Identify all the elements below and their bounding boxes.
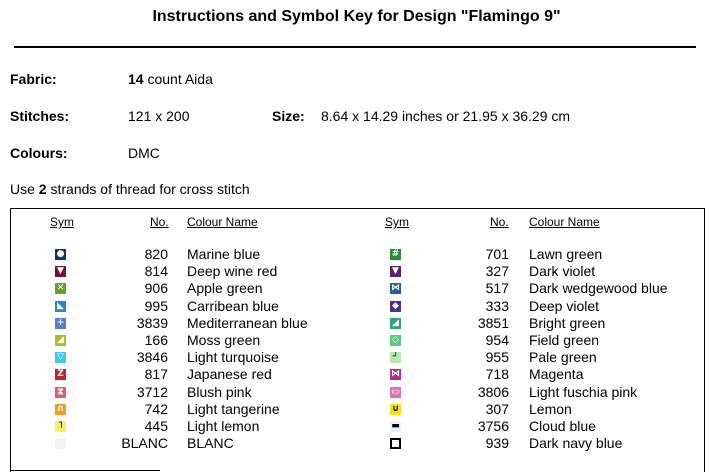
square-outline-icon xyxy=(390,438,401,449)
diamond-icon: ◆ xyxy=(390,301,401,312)
size-value: 8.64 x 14.29 inches or 21.95 x 36.29 cm xyxy=(321,108,571,124)
arch-icon: ∩ xyxy=(56,403,65,414)
fabric-label: Fabric: xyxy=(10,71,57,87)
size-label: Size: xyxy=(272,108,305,124)
colour-name: Magenta xyxy=(529,366,584,383)
colour-name: Dark violet xyxy=(529,263,596,280)
header-name-right: Colour Name xyxy=(529,215,600,229)
header-no-left: No. xyxy=(150,215,169,229)
colour-name: Mediterranean blue xyxy=(187,314,308,331)
z-icon: Z xyxy=(55,369,66,380)
colour-name: Light tangerine xyxy=(187,400,280,417)
header-no-right: No. xyxy=(490,215,509,229)
colour-number: 3806 xyxy=(477,383,509,400)
colour-name: Marine blue xyxy=(187,246,261,262)
colour-number: 3846 xyxy=(136,349,168,366)
bar-icon: ▬ xyxy=(391,421,400,431)
colour-name: Lemon xyxy=(529,400,572,417)
strands-instruction: Use 2 strands of thread for cross stitch xyxy=(10,181,250,197)
colour-number: 906 xyxy=(144,280,168,297)
triangle-down-icon: ▼ xyxy=(55,266,66,277)
colour-number: 954 xyxy=(485,332,509,348)
colour-name: Japanese red xyxy=(187,366,272,383)
corner-icon: ˥ xyxy=(55,421,66,432)
document-title: Instructions and Symbol Key for Design "Flamingo 9" xyxy=(152,8,561,25)
colour-name: Cloud blue xyxy=(529,418,596,434)
colour-number: 517 xyxy=(485,280,509,297)
colour-number: 166 xyxy=(144,332,168,348)
colour-number: 817 xyxy=(144,366,168,383)
blank-icon xyxy=(55,438,66,449)
colour-number: 445 xyxy=(144,418,168,434)
strands-count: 2 xyxy=(38,181,47,197)
header-name-left: Colour Name xyxy=(187,215,258,229)
bottom-rule xyxy=(10,470,160,471)
colour-number: 718 xyxy=(485,366,509,383)
colour-name: Apple green xyxy=(187,280,263,297)
hash-icon: # xyxy=(391,249,400,259)
colour-number: 333 xyxy=(485,297,509,314)
header-sym-right: Sym xyxy=(385,215,409,229)
fabric-count: 14 xyxy=(128,71,144,87)
colour-number: 327 xyxy=(485,263,509,280)
title-rule xyxy=(14,46,696,48)
colour-number: 701 xyxy=(485,246,509,262)
colour-number: 939 xyxy=(485,435,509,452)
cross-icon: ✕ xyxy=(56,283,65,294)
colour-name: Deep violet xyxy=(529,297,600,314)
circle-icon: ● xyxy=(56,249,65,259)
colour-name: Dark navy blue xyxy=(529,435,623,452)
diamond-outline-icon: ◇ xyxy=(390,335,401,346)
rectangle-icon: ▭ xyxy=(391,386,400,397)
stitches-label: Stitches: xyxy=(10,108,70,124)
colour-name: Light lemon xyxy=(187,418,260,434)
fabric-type: count Aida xyxy=(143,71,213,87)
corner-triangle-icon: ◢ xyxy=(55,335,66,346)
colour-name: Bright green xyxy=(529,314,606,331)
colour-name: Lawn green xyxy=(529,246,603,262)
colour-number: 955 xyxy=(485,349,509,366)
colour-name: Blush pink xyxy=(187,383,252,400)
colour-number: 307 xyxy=(485,400,509,417)
hourglass-icon: ⧗ xyxy=(55,387,66,398)
corner-icon: ┘ xyxy=(390,352,401,363)
colour-number: 3839 xyxy=(136,314,168,331)
fabric-value xyxy=(128,71,213,87)
colour-name: Carribean blue xyxy=(187,297,279,314)
colour-name: Light turquoise xyxy=(187,349,279,366)
corner-triangle-icon: ◣ xyxy=(55,301,66,312)
colour-name: Pale green xyxy=(529,349,597,366)
colour-name: Deep wine red xyxy=(187,263,278,280)
colour-name: Moss green xyxy=(187,332,261,348)
colour-number: 995 xyxy=(144,297,168,314)
colour-number: 3851 xyxy=(477,314,509,331)
corner-triangle-icon: ◢ xyxy=(390,318,401,329)
triangle-down-icon: ▼ xyxy=(390,266,401,277)
stitches-value: 121 x 200 xyxy=(128,108,190,124)
colour-name: BLANC xyxy=(187,435,234,452)
colours-value: DMC xyxy=(128,145,160,161)
bowtie-icon: ⋈ xyxy=(391,369,400,380)
triangle-outline-icon: ▽ xyxy=(55,352,66,363)
colour-number: 3756 xyxy=(477,418,509,434)
colour-name: Dark wedgewood blue xyxy=(529,280,668,297)
colour-number: 814 xyxy=(144,263,168,280)
plus-icon: + xyxy=(56,317,65,328)
header-sym-left: Sym xyxy=(50,215,74,229)
colour-number: 742 xyxy=(144,400,168,417)
colours-label: Colours: xyxy=(10,145,68,161)
colour-name: Light fuschia pink xyxy=(529,383,638,400)
colour-number: 820 xyxy=(144,246,168,262)
bowtie-icon: ⋈ xyxy=(391,283,400,294)
colour-name: Field green xyxy=(529,332,600,348)
colour-number: BLANC xyxy=(121,435,168,452)
colour-number: 3712 xyxy=(136,383,168,400)
cup-icon: ∪ xyxy=(391,403,400,414)
